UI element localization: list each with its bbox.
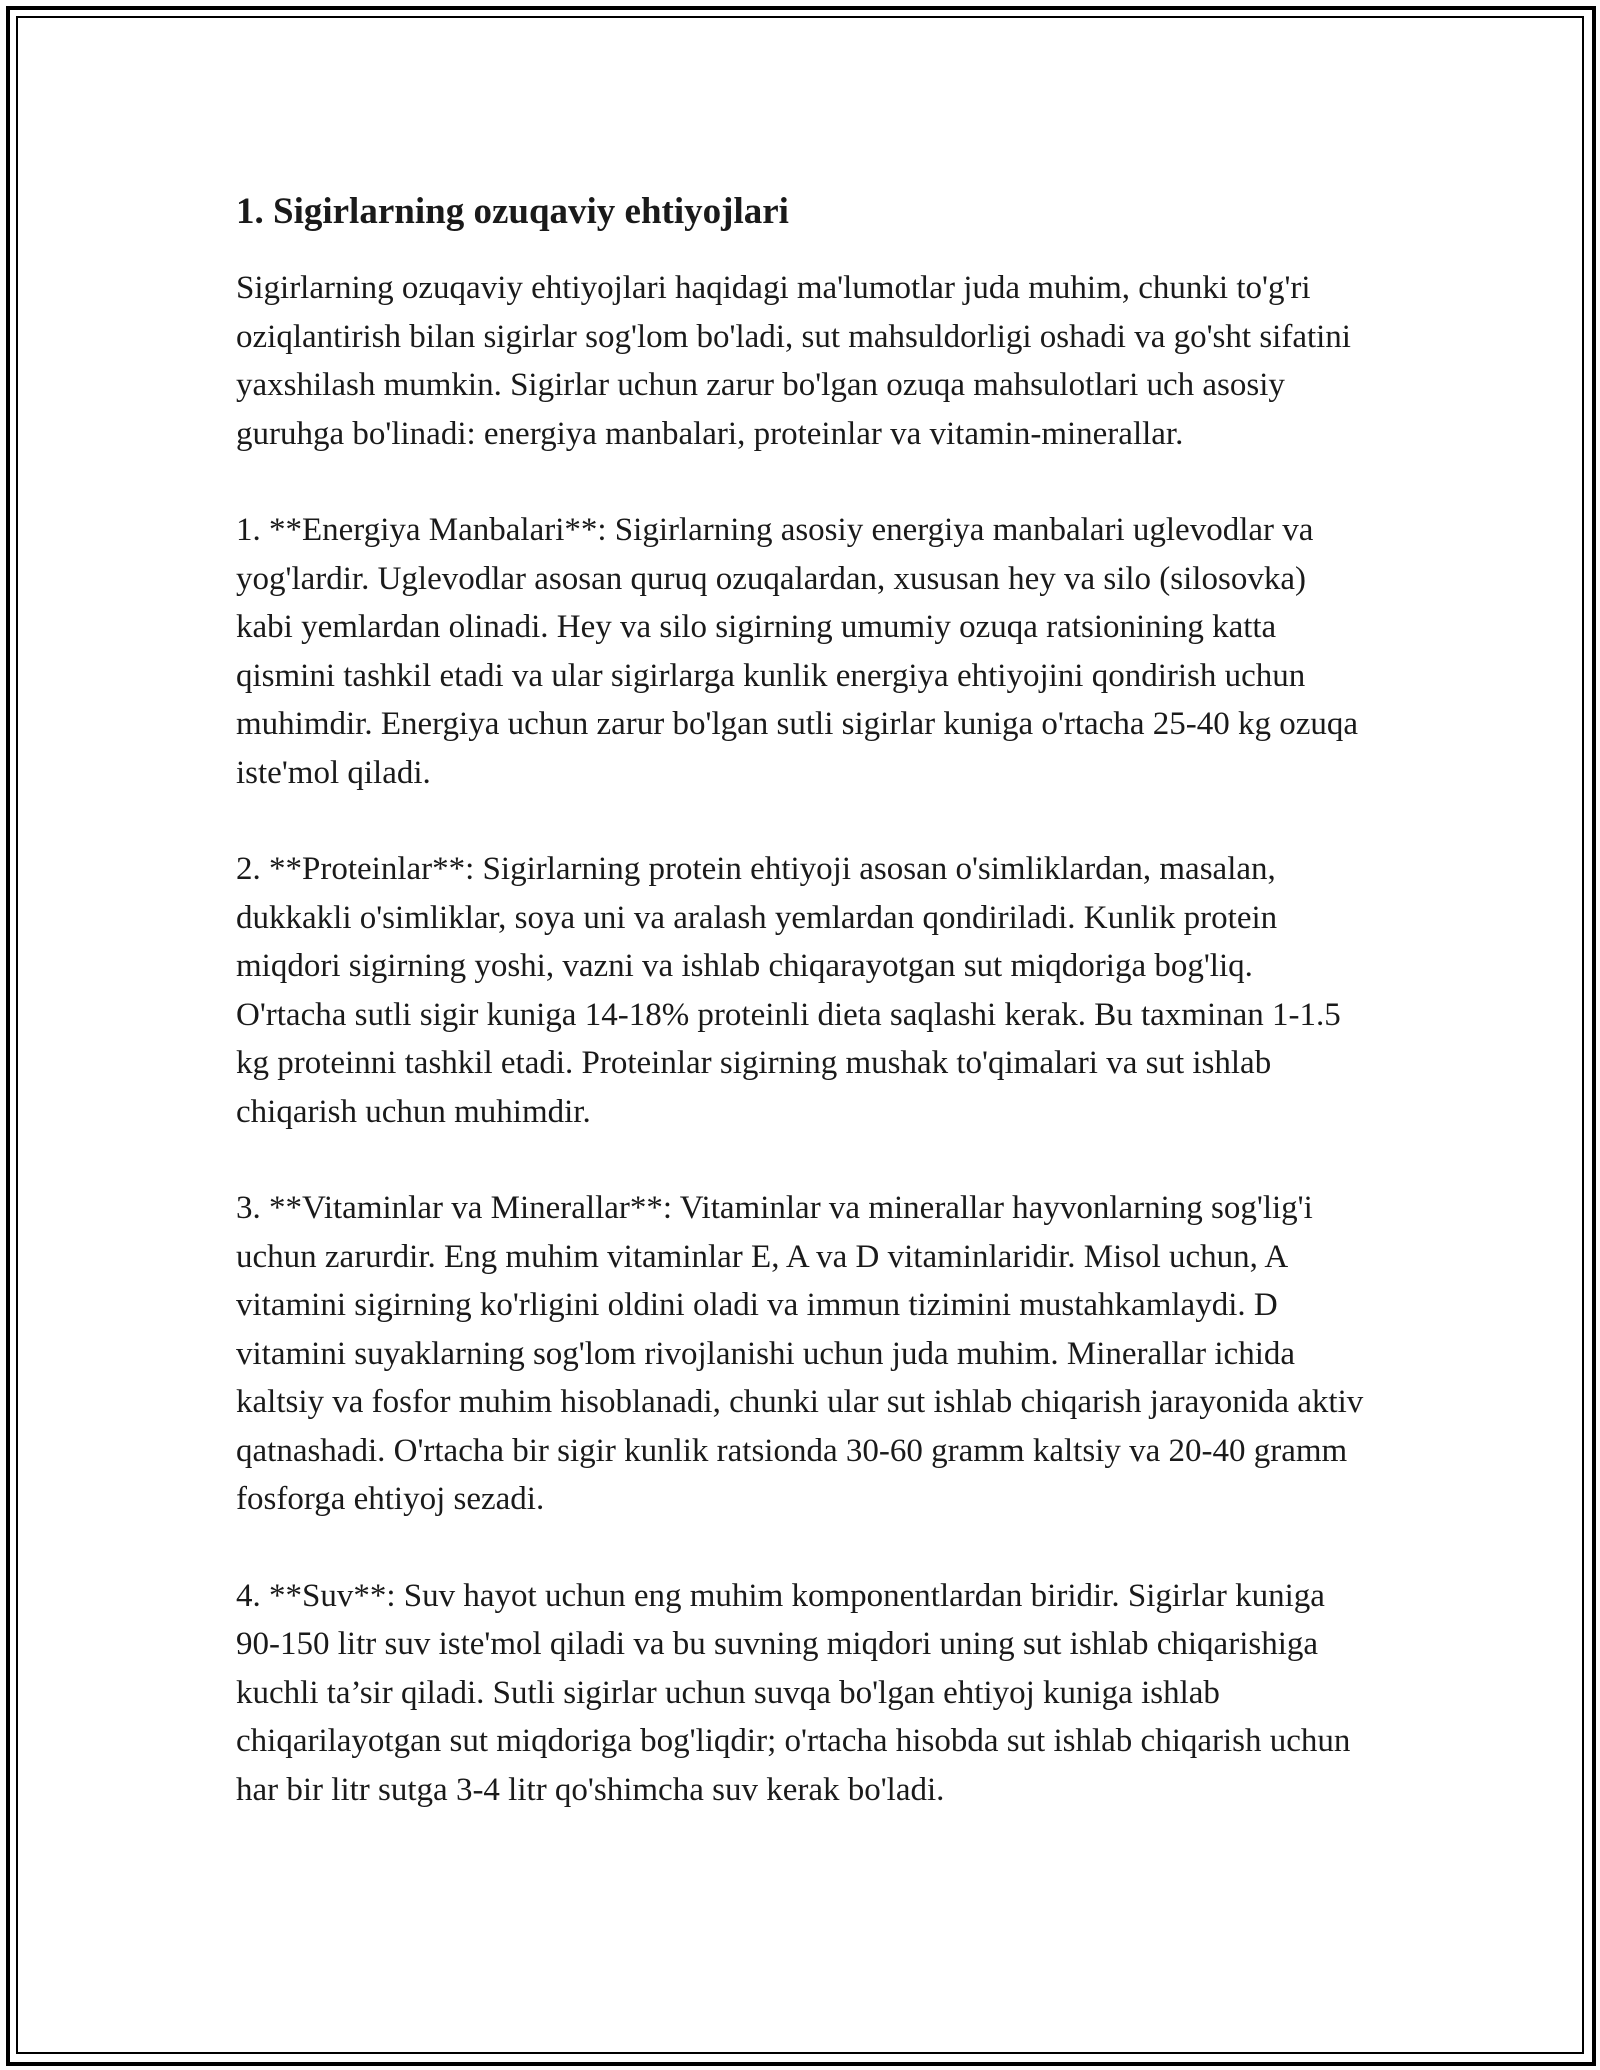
water-paragraph: 4. **Suv**: Suv hayot uchun eng muhim komponentlardan biridir. Sigirlar kuniga 90-150 litr suv iste'mol qiladi va bu suvning miqdori uning sut ishlab chiqarishiga kuchli ta’sir qiladi. Sutli sigirlar uchun suvqa bo'lgan ehtiyoj kuniga ishlab chiqarilayotgan sut miqdoriga bog'liqdir; o'rtacha hisobda sut ishlab chiqarish uchun har bir litr sutga 3-4 litr qo'shimcha suv kerak bo'ladi. (236, 1577, 1351, 1808)
section-heading: 1. Sigirlarning ozuqaviy ehtiyojlari (236, 191, 789, 232)
document-body (236, 190, 1366, 1862)
proteins-paragraph: 2. **Proteinlar**: Sigirlarning protein ehtiyoji asosan o'simliklardan, masalan, dukkakli o'simliklar, soya uni va aralash yemlardan qondiriladi. Kunlik protein miqdori sigirning yoshi, vazni va ishlab chiqarayotgan sut miqdoriga bog'liq. O'rtacha sutli sigir kuniga 14-18% proteinli dieta saqlashi kerak. Bu taxminan 1-1.5 kg proteinni tashkil etadi. Proteinlar sigirning mushak to'qimalari va sut ishlab chiqarish uchun muhimdir. (236, 851, 1341, 1130)
intro-paragraph: Sigirlarning ozuqaviy ehtiyojlari haqidagi ma'lumotlar juda muhim, chunki to'g'ri oziqlantirish bilan sigirlar sog'lom bo'ladi, sut mahsuldorligi oshadi va go'sht sifatini yaxshilash mumkin. Sigirlar uchun zarur bo'lgan ozuqa mahsulotlari uch asosiy guruhga bo'linadi: energiya manbalari, proteinlar va vitamin-minerallar. (236, 270, 1351, 452)
vitamins-minerals-paragraph: 3. **Vitaminlar va Minerallar**: Vitaminlar va minerallar hayvonlarning sog'lig'i uchun zarurdir. Eng muhim vitaminlar E, A va D vitaminlaridir. Misol uchun, A vitamini sigirning ko'rligini oldini oladi va immun tizimini mustahkamlaydi. D vitamini suyaklarning sog'lom rivojlanishi uchun juda muhim. Minerallar ichida kaltsiy va fosfor muhim hisoblanadi, chunki ular sut ishlab chiqarish jarayonida aktiv qatnashadi. O'rtacha bir sigir kunlik ratsionda 30-60 gramm kaltsiy va 20-40 gramm fosforga ehtiyoj sezadi. (236, 1190, 1364, 1517)
energy-sources-paragraph: 1. **Energiya Manbalari**: Sigirlarning asosiy energiya manbalari uglevodlar va yog'lardir. Uglevodlar asosan quruq ozuqalardan, xususan hey va silo (silosovka) kabi yemlardan olinadi. Hey va silo sigirning umumiy ozuqa ratsionining katta qismini tashkil etadi va ular sigirlarga kunlik energiya ehtiyojini qondirish uchun muhimdir. Energiya uchun zarur bo'lgan sutli sigirlar kuniga o'rtacha 25-40 kg ozuqa iste'mol qiladi. (236, 512, 1358, 791)
